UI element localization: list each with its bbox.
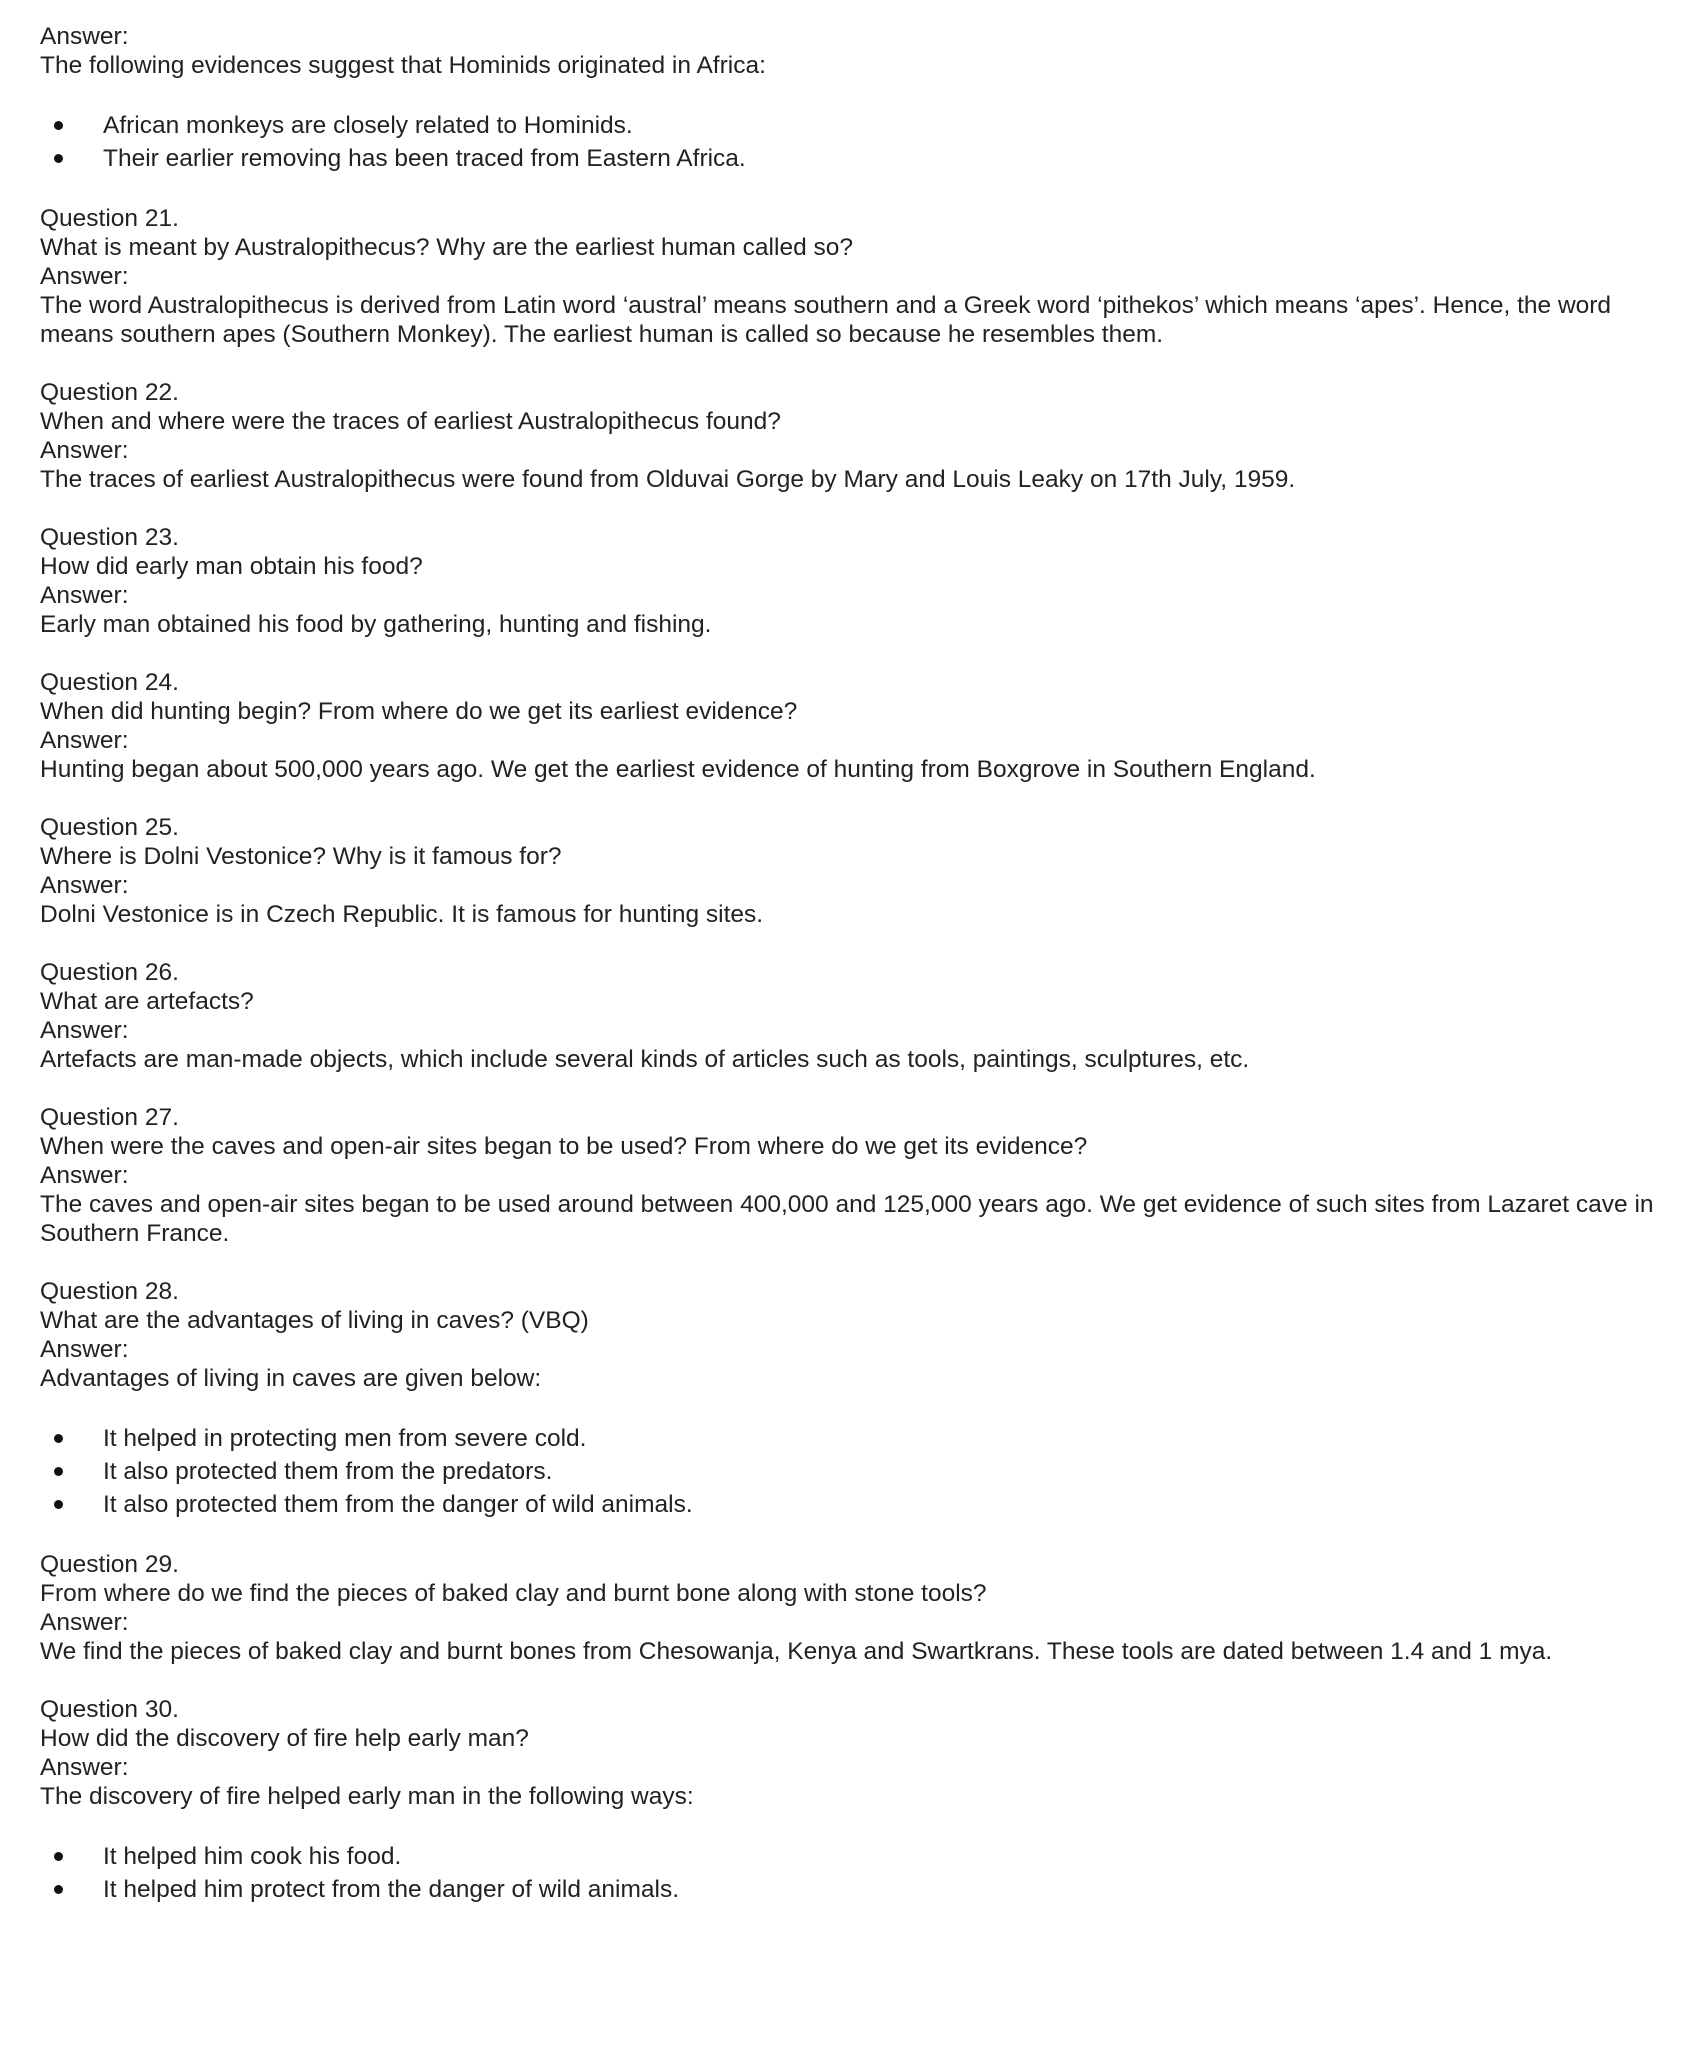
answer-label: Answer: [40,263,129,290]
question-block-26 [40,958,1680,1074]
answer-label: Answer: [40,582,129,609]
answer-text: The traces of earliest Australopithecus were found from Olduvai Gorge by Mary and Louis Leaky on 17th July, 1959. [40,466,1296,493]
question-block-25 [40,813,1680,929]
answer-label: Answer: [40,1162,129,1189]
answer-text: We find the pieces of baked clay and burnt bones from Chesowanja, Kenya and Swartkrans. These tools are dated between 1.4 and 1 mya. [40,1638,1553,1665]
answer-text: Dolni Vestonice is in Czech Republic. It is famous for hunting sites. [40,901,764,928]
question-text: How did the discovery of fire help early man? [40,1725,529,1752]
question-text: How did early man obtain his food? [40,553,423,580]
bullet-item: It helped in protecting men from severe cold. [40,1422,1680,1455]
question-block-27 [40,1103,1680,1248]
bullet-list [40,1422,1680,1521]
answer-text: The discovery of fire helped early man in the following ways: [40,1783,694,1810]
bullet-item: It also protected them from the predators. [40,1455,1680,1488]
question-number: Question 30. [40,1696,179,1723]
question-text: What is meant by Australopithecus? Why are the earliest human called so? [40,234,853,261]
question-text: When did hunting begin? From where do we get its earliest evidence? [40,698,798,725]
question-number: Question 24. [40,669,179,696]
bullet-item: African monkeys are closely related to Hominids. [40,109,1680,142]
question-block-29 [40,1550,1680,1666]
answer-text: The following evidences suggest that Hominids originated in Africa: [40,52,766,79]
answer-label: Answer: [40,1336,129,1363]
answer-text: The word Australopithecus is derived from Latin word ‘austral’ means southern and a Greek word ‘pithekos’ which means ‘apes’. Hence, the word means southern apes (Southern Monkey). The earliest human is called so because he resembles them. [40,292,1612,348]
question-number: Question 28. [40,1278,179,1305]
question-text: What are artefacts? [40,988,254,1015]
question-number: Question 25. [40,814,179,841]
answer-text: Hunting began about 500,000 years ago. We get the earliest evidence of hunting from Boxgrove in Southern England. [40,756,1316,783]
intro-answer-block [40,22,1680,80]
answer-label: Answer: [40,1017,129,1044]
question-number: Question 26. [40,959,179,986]
answer-label: Answer: [40,23,129,50]
question-number: Question 23. [40,524,179,551]
bullet-item: It also protected them from the danger of wild animals. [40,1488,1680,1521]
question-number: Question 27. [40,1104,179,1131]
question-number: Question 22. [40,379,179,406]
answer-text: Advantages of living in caves are given below: [40,1365,542,1392]
question-number: Question 21. [40,205,179,232]
question-block-24 [40,668,1680,784]
answer-label: Answer: [40,1754,129,1781]
bullet-list [40,1840,1680,1906]
bullet-item: Their earlier removing has been traced from Eastern Africa. [40,142,1680,175]
answer-text: Artefacts are man-made objects, which include several kinds of articles such as tools, paintings, sculptures, etc. [40,1046,1250,1073]
question-text: When were the caves and open-air sites began to be used? From where do we get its evidence? [40,1133,1088,1160]
answer-text: Early man obtained his food by gathering, hunting and fishing. [40,611,712,638]
bullet-item: It helped him protect from the danger of wild animals. [40,1873,1680,1906]
document-page [40,22,1680,1935]
bullet-list [40,109,1680,175]
question-text: When and where were the traces of earliest Australopithecus found? [40,408,781,435]
answer-text: The caves and open-air sites began to be used around between 400,000 and 125,000 years ago. We get evidence of such sites from Lazaret cave in Southern France. [40,1191,1654,1247]
question-block-22 [40,378,1680,494]
question-text: What are the advantages of living in caves? (VBQ) [40,1307,589,1334]
question-block-23 [40,523,1680,639]
answer-label: Answer: [40,437,129,464]
question-text: From where do we find the pieces of baked clay and burnt bone along with stone tools? [40,1580,987,1607]
answer-label: Answer: [40,727,129,754]
question-block-21 [40,204,1680,349]
question-block-28 [40,1277,1680,1393]
bullet-item: It helped him cook his food. [40,1840,1680,1873]
question-block-30 [40,1695,1680,1811]
answer-label: Answer: [40,872,129,899]
question-text: Where is Dolni Vestonice? Why is it famous for? [40,843,562,870]
answer-label: Answer: [40,1609,129,1636]
question-number: Question 29. [40,1551,179,1578]
